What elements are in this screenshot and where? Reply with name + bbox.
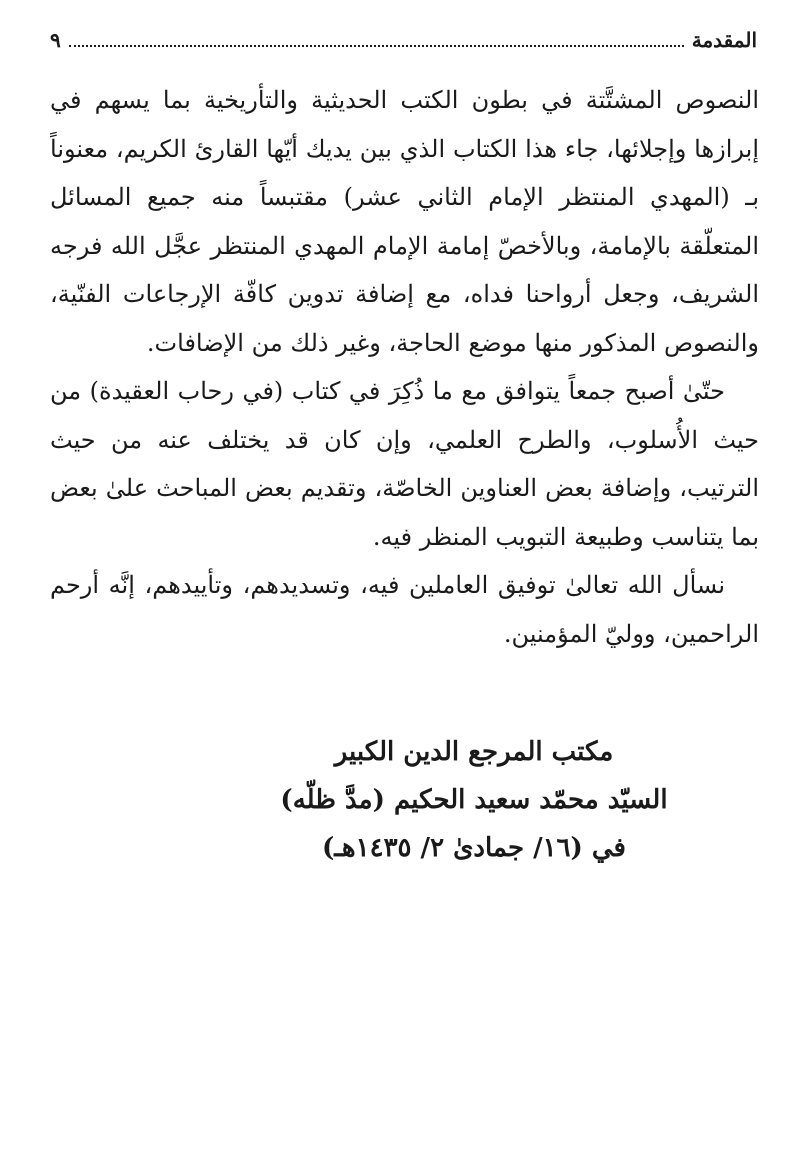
dotted-leader <box>69 31 684 47</box>
signature-name: السيّد محمّد سعيد الحكيم (مدَّ ظلّه) <box>280 785 668 815</box>
running-header <box>50 28 757 58</box>
chapter-title: المقدمة <box>691 28 757 52</box>
page-number: ٩ <box>50 28 61 52</box>
body-text <box>50 76 759 658</box>
paragraph: حتّىٰ أصبح جمعاً يتوافق مع ما ذُكِرَ في كتاب (في رحاب العقيدة) من حيث الأُسلوب، والطرح العلمي، وإن كان قد يختلف عنه من حيث الترتيب، وإضافة بعض العناوين الخاصّة، وتقديم بعض المباحث علىٰ بعض بما يتناسب وطبيعة التبويب المنظر فيه. <box>50 377 760 551</box>
signature-block <box>274 728 674 872</box>
paragraph: نسأل الله تعالىٰ توفيق العاملين فيه، وتسديدهم، وتأييدهم، إنَّه أرحم الراحمين، ووليّ المؤمنين. <box>50 571 759 648</box>
signature-date: في (١٦/ جمادىٰ ٢/ ١٤٣٥هـ) <box>322 833 626 863</box>
signature-office: مكتب المرجع الدين الكبير <box>334 737 614 767</box>
paragraph: النصوص المشتَّتة في بطون الكتب الحديثية والتأريخية بما يسهم في إبرازها وإجلائها، جاء هذا الكتاب الذي بين يديك أيّها القارئ الكريم، معنوناً بـ (المهدي المنتظر الإمام الثاني عشر) مقتبساً منه جميع المسائل المتعلّقة بالإمامة، وبالأخصّ إمامة الإمام المهدي المنتظر عجَّل الله فرجه الشريف، وجعل أرواحنا فداه، مع إضافة تدوين كافّة الإرجاعات الفنّية، والنصوص المذكور منها موضع الحاجة، وغير ذلك من الإضافات. <box>50 86 759 357</box>
